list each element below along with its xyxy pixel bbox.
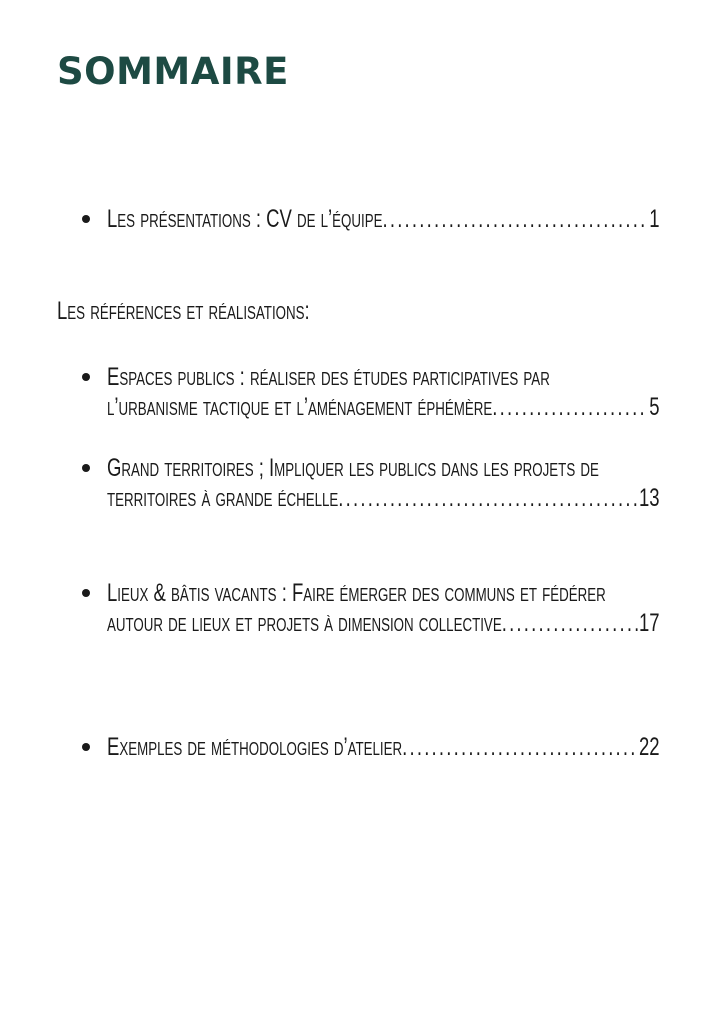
- leader-dots: [492, 392, 648, 422]
- bullet-icon: [80, 453, 92, 483]
- toc-entry-methodologies[interactable]: [80, 732, 660, 764]
- leader-dots: [338, 483, 637, 513]
- leader-dots: [502, 608, 638, 638]
- toc-page-number: 1: [649, 205, 660, 233]
- toc-entry-text: Les présentations : CV de l’équipe: [107, 205, 383, 233]
- leader-dots: [402, 732, 637, 762]
- section-heading: Les références et réalisations:: [57, 297, 310, 325]
- toc-entry-text: Lieux & bâtis vacants : Faire émerger des communs et fédérer: [107, 579, 606, 607]
- toc-entry-text: Grand territoires ; Impliquer les publics dans les projets de: [107, 454, 599, 482]
- toc-page-number: 17: [638, 609, 660, 637]
- toc-entry-text-continued: territoires à grande échelle: [107, 484, 339, 512]
- toc-page-number: 13: [638, 484, 660, 512]
- leader-dots: [382, 204, 647, 234]
- bullet-icon: [80, 362, 92, 392]
- toc-entry-espaces-publics[interactable]: [80, 362, 660, 424]
- toc-entry-text-continued: autour de lieux et projets à dimension collective: [107, 609, 502, 637]
- toc-page-number: 22: [638, 733, 660, 761]
- toc-entry-text: Espaces publics : réaliser des études participatives par: [107, 363, 550, 391]
- bullet-icon: [80, 578, 92, 608]
- toc-entry-presentations[interactable]: [80, 204, 660, 236]
- page-title: SOMMAIRE: [57, 50, 289, 93]
- bullet-icon: [80, 732, 92, 762]
- toc-entry-text-continued: l’urbanisme tactique et l’aménagement éphémère: [107, 393, 493, 421]
- toc-entry-text: Exemples de méthodologies d’atelier: [107, 733, 403, 761]
- bullet-icon: [80, 204, 92, 234]
- toc-entry-lieux-batis-vacants[interactable]: [80, 578, 660, 640]
- toc-page-number: 5: [649, 393, 660, 421]
- toc-entry-grand-territoires[interactable]: [80, 453, 660, 515]
